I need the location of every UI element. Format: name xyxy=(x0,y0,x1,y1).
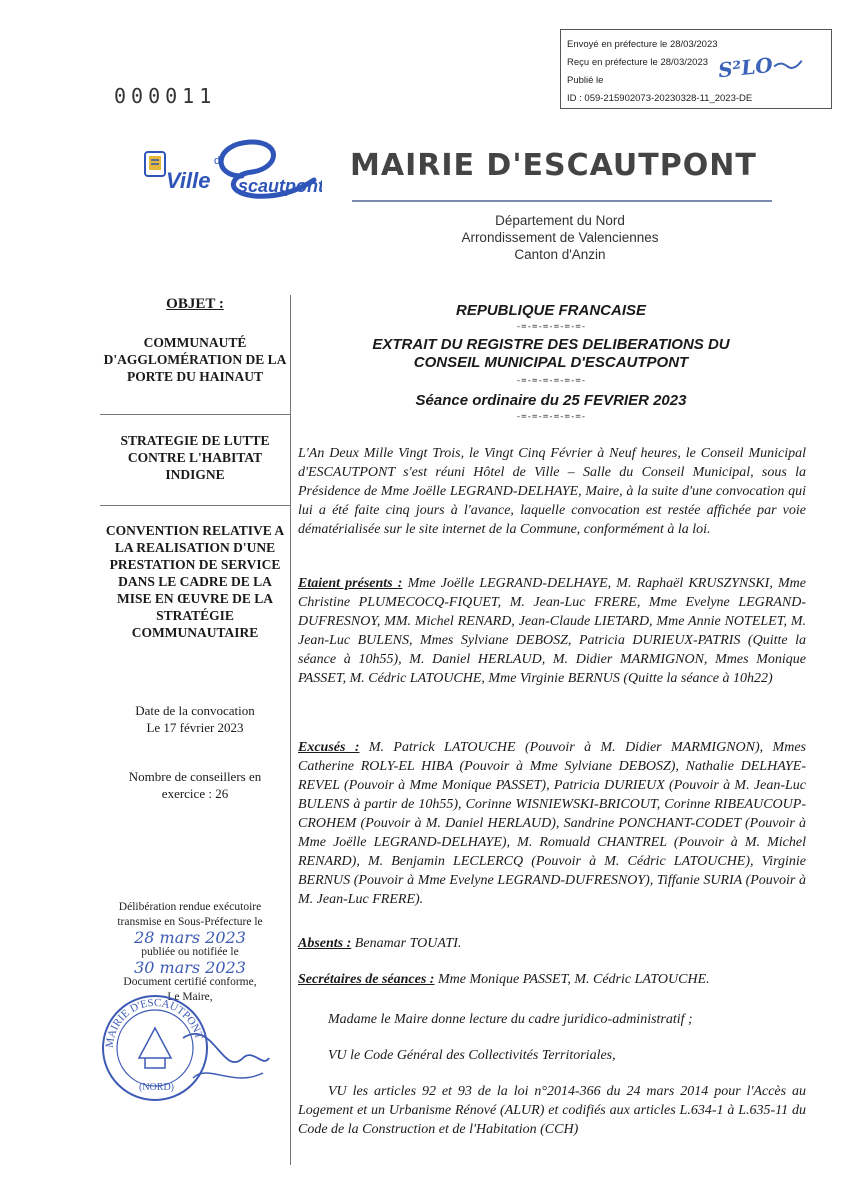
excuses-list: M. Patrick LATOUCHE (Pouvoir à M. Didier MARMIGNON), Mmes Catherine ROLY-EL HIBA (Pouvoir à Mme Sylviane DEBOSZ), Nathalie DELHAYE-REVEL (Pouvoir à Mme Monique PASSET), Patricia DURIEUX (Pouvoir à M. Jean-Luc BULENS à partir de 10h55), Corinne WISNIEWSKI-BRICOUT, Corinne RIBEAUCOUP-CROHEM (Pouvoir à M. Daniel HERLAUD), Sandrine PONCHANT-CODET (Pouvoir à Mme Joëlle LEGRAND-DELHAYE), M. Romuald CHANTREL (Pouvoir à M. Michel RENARD), M. Benjamin LECLERCQ (Pouvoir à M. Cédric LATOUCHE), Virginie BERNUS (Pouvoir à Mme Evelyne LEGRAND-DUFRESNOY), Tiffanie SURIA (Pouvoir à M. Jean-Luc FRERE). xyxy=(298,740,806,907)
objet-label: OBJET : xyxy=(166,296,224,312)
prefecture-sent-line: Envoyé en préfecture le 28/03/2023 xyxy=(567,39,718,50)
secretaires-list: Mme Monique PASSET, M. Cédric LATOUCHE. xyxy=(434,972,710,987)
canton-line: Canton d'Anzin xyxy=(514,247,606,262)
separator-dashes: -=-=-=-=-=-=- xyxy=(515,322,587,332)
vu-alur-paragraph: VU les articles 92 et 93 de la loi n°2014-366 du 24 mars 2014 pour l'Accès au Logement et un Urbanisme Rénové (ALUR) et codifiés aux articles L.634-1 à L.635-11 du Code de la Construction et de l'Habitation (CCH) xyxy=(298,1084,806,1137)
svg-text:d': d' xyxy=(214,155,223,167)
prefecture-id-line: ID : 059-215902073-20230328-11_2023-DE xyxy=(567,93,753,104)
convocation-value: Le 17 février 2023 xyxy=(146,720,244,735)
department-block xyxy=(420,212,700,263)
subject-strategie: STRATEGIE DE LUTTE CONTRE L'HABITAT INDIGNE xyxy=(120,433,270,482)
prefecture-received-line: Reçu en préfecture le 28/03/2023 xyxy=(567,57,709,68)
conseillers-label: Nombre de conseillers en xyxy=(128,769,262,784)
secretaires-label: Secrétaires de séances : xyxy=(298,972,435,987)
excuses-label: Excusés : xyxy=(298,740,360,755)
convocation-date xyxy=(100,702,290,736)
title-underline xyxy=(352,200,772,202)
presents-label: Etaient présents : xyxy=(298,576,403,591)
deliberation-line: transmise en Sous-Préfecture le xyxy=(117,916,263,928)
presents-paragraph xyxy=(298,574,806,688)
deliberation-line: publiée ou notifiée le xyxy=(141,946,239,958)
deliberation-line: Délibération rendue exécutoire xyxy=(118,901,262,913)
column-divider xyxy=(290,295,291,1165)
separator-dashes: -=-=-=-=-=-=- xyxy=(515,376,587,386)
deliberation-line: Document certifié conforme, xyxy=(123,976,257,988)
deliberation-line: Le Maire, xyxy=(167,991,213,1003)
extrait-heading xyxy=(296,336,806,372)
sidebar-divider xyxy=(100,505,290,506)
absents-list: Benamar TOUATI. xyxy=(351,936,462,951)
lecture-paragraph: Madame le Maire donne lecture du cadre juridico-administratif ; xyxy=(328,1012,693,1027)
separator-dashes: -=-=-=-=-=-=- xyxy=(515,412,587,422)
slo-initials-signature: S²LO xyxy=(717,50,804,83)
vu-cgct-paragraph: VU le Code Général des Collectivités Territoriales, xyxy=(328,1048,616,1063)
conseillers-value: exercice : 26 xyxy=(161,786,229,801)
svg-text:MAIRIE D'ESCAUTPONT: MAIRIE D'ESCAUTPONT xyxy=(103,996,205,1049)
svg-text:(NORD): (NORD) xyxy=(139,1082,174,1093)
subject-convention: CONVENTION RELATIVE A LA REALISATION D'UNE PRESTATION DE SERVICE DANS LE CADRE DE LA MISE EN ŒUVRE DE LA STRATÉGIE COMMUNAUTAIRE xyxy=(105,523,285,640)
extrait-line: CONSEIL MUNICIPAL D'ESCAUTPONT xyxy=(413,354,689,371)
presents-list: Mme Joëlle LEGRAND-DELHAYE, M. Raphaël KRUSZYNSKI, Mme Christine PLUMECOCQ-FIQUET, M. Jean-Luc FRERE, Mme Evelyne LEGRAND-DUFRESNOY, MM. Michel RENARD, Jean-Claude LIETARD, Mme Annie NOTELET, M. Jean-Luc BULENS, Mmes Sylviane DEBOSZ, Patricia DURIEUX-PATRIS (Quitte la séance à 10h55), M. Daniel HERLAUD, M. Didier MARMIGNON, Mmes Monique PASSET, M. Cédric LATOUCHE, Mme Virginie BERNUS (Quitte la séance à 10h22) xyxy=(298,576,806,686)
secretaires-paragraph xyxy=(298,970,806,989)
arrondissement-line: Arrondissement de Valenciennes xyxy=(461,230,659,245)
excuses-paragraph xyxy=(298,738,806,909)
convocation-label: Date de la convocation xyxy=(135,703,255,718)
absents-label: Absents : xyxy=(298,936,352,951)
document-number: 000011 xyxy=(114,84,217,108)
mairie-stamp xyxy=(93,988,273,1108)
extrait-line: EXTRAIT DU REGISTRE DES DELIBERATIONS DU xyxy=(372,336,730,353)
sidebar-divider xyxy=(100,414,290,415)
republique-heading: REPUBLIQUE FRANCAISE xyxy=(455,302,646,319)
intro-paragraph: L'An Deux Mille Vingt Trois, le Vingt Cinq Février à Neuf heures, le Conseil Municipal d'ESCAUTPONT s'est réuni Hôtel de Ville – Salle du Conseil Municipal, sous la Présidence de Mme Joëlle LEGRAND-DELHAYE, Maire, à la suite d'une convocation qui lui a été faite cinq jours à l'avance, laquelle convocation est restée affichée par voie dématérialisée sur le site internet de la Commune, conformément à la loi. xyxy=(298,446,806,537)
absents-paragraph xyxy=(298,934,806,953)
department-line: Département du Nord xyxy=(495,213,625,228)
ville-escautpont-logo xyxy=(142,136,322,206)
mairie-title: MAIRIE D'ESCAUTPONT xyxy=(350,148,757,183)
svg-text:scautpont: scautpont xyxy=(238,176,322,196)
conseillers-count xyxy=(100,768,290,802)
prefecture-published-line: Publié le xyxy=(567,75,604,86)
handwritten-date-transmission: 28 mars 2023 xyxy=(134,928,246,947)
subject-agglomeration: COMMUNAUTÉ D'AGGLOMÉRATION DE LA PORTE DU HAINAUT xyxy=(103,335,287,384)
svg-text:Ville: Ville xyxy=(166,168,211,193)
seance-heading: Séance ordinaire du 25 FEVRIER 2023 xyxy=(415,392,687,409)
handwritten-date-publication: 30 mars 2023 xyxy=(134,958,246,977)
